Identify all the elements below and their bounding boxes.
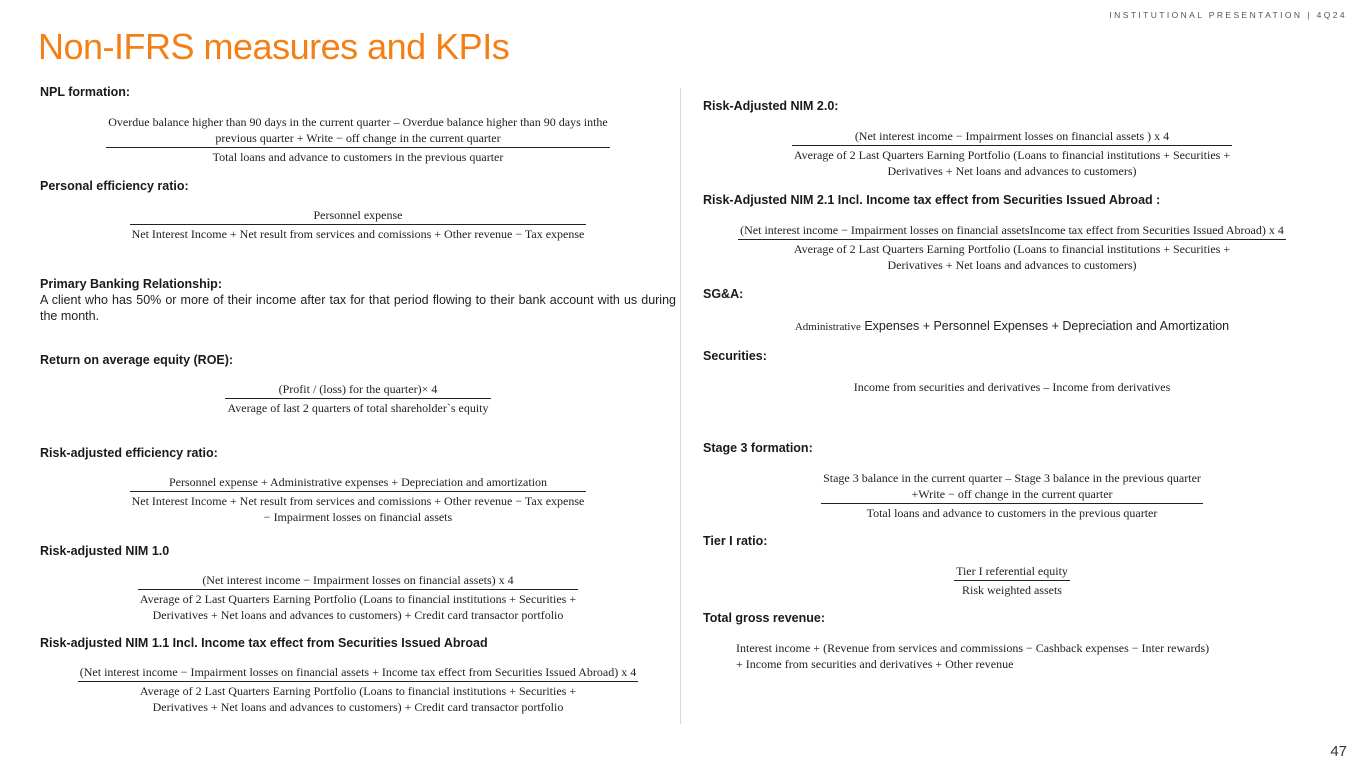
sga-section [703,286,1321,335]
nim10-heading: Risk-adjusted NIM 1.0 [40,544,170,558]
personal-efficiency-section [40,178,676,242]
stage3-formula [703,470,1321,521]
page-title: Non-IFRS measures and KPIs [38,26,510,67]
nim11-formula [40,664,676,715]
securities-heading: Securities: [703,349,767,363]
formula-line: Interest income + (Revenue from services and commissions − Cashback expenses − Inter rewards) [736,641,1210,655]
formula-line: + Income from securities and derivatives + Other revenue [736,657,1014,671]
formula-denominator: Average of 2 Last Quarters Earning Portfolio (Loans to financial institutions + Securities + [793,148,1231,162]
personal-efficiency-heading: Personal efficiency ratio: [40,179,189,193]
primary-banking-section [40,276,676,324]
formula-numerator: +Write − off change in the current quarter [911,487,1113,501]
formula-numerator: (Profit / (loss) for the quarter)× 4 [225,381,490,399]
nim21-heading: Risk-Adjusted NIM 2.1 Incl. Income tax effect from Securities Issued Abroad : [703,193,1161,207]
formula-denominator: − Impairment losses on financial assets [263,510,453,524]
nim21-section [703,192,1321,273]
presentation-tag: INSTITUTIONAL PRESENTATION | 4Q24 [1109,10,1347,20]
npl-formation-formula [40,114,676,165]
formula-denominator: Derivatives + Net loans and advances to customers) + Credit card transactor portfolio [152,608,564,622]
securities-formula: Income from securities and derivatives – Income from derivatives [853,380,1171,394]
formula-numerator: (Net interest income − Impairment losses on financial assetsIncome tax effect from Securities Issued Abroad) x 4 [738,222,1286,240]
nim21-formula [703,222,1321,273]
formula-numerator: (Net interest income − Impairment losses on financial assets + Income tax effect from Securities Issued Abroad) x 4 [78,664,638,682]
sga-formula [703,318,1321,335]
formula-numerator: previous quarter + Write − off change in the current quarter [215,131,501,145]
gross-revenue-formula [703,640,1321,672]
formula-numerator: (Net interest income − Impairment losses on financial assets) x 4 [138,572,578,590]
formula-denominator: Total loans and advance to customers in the previous quarter [212,150,504,164]
gross-revenue-section [703,610,1321,672]
formula-numerator: Tier I referential equity [954,563,1070,581]
tier1-heading: Tier I ratio: [703,534,768,548]
nim10-section [40,543,676,623]
column-divider [680,88,681,724]
formula-numerator: Personnel expense [130,207,587,225]
formula-denominator: Derivatives + Net loans and advances to customers) [887,258,1137,272]
personal-efficiency-formula [40,207,676,242]
primary-banking-heading: Primary Banking Relationship: [40,277,222,291]
formula-numerator: Overdue balance higher than 90 days in the current quarter – Overdue balance higher than 90 days inthe [108,115,608,129]
risk-efficiency-section [40,445,676,525]
page-number: 47 [1330,743,1347,760]
formula-denominator: Derivatives + Net loans and advances to customers) [887,164,1137,178]
formula-denominator: Average of last 2 quarters of total shareholder`s equity [227,401,489,415]
nim20-section [703,98,1321,179]
risk-efficiency-heading: Risk-adjusted efficiency ratio: [40,446,218,460]
stage3-heading: Stage 3 formation: [703,441,813,455]
formula-denominator: Derivatives + Net loans and advances to customers) + Credit card transactor portfolio [152,700,564,714]
npl-formation-section [40,84,676,165]
stage3-section [703,440,1321,521]
roe-formula [40,381,676,416]
formula-denominator: Net Interest Income + Net result from services and comissions + Other revenue − Tax expense [131,494,585,508]
sga-heading: SG&A: [703,287,744,301]
formula-denominator: Net Interest Income + Net result from services and comissions + Other revenue − Tax expense [131,227,585,241]
formula-numerator: Personnel expense + Administrative expenses + Depreciation and amortization [130,474,587,492]
formula-numerator: (Net interest income − Impairment losses on financial assets ) x 4 [792,128,1232,146]
nim11-section [40,635,676,715]
npl-formation-heading: NPL formation: [40,85,131,99]
nim20-formula [703,128,1321,179]
securities-section [703,348,1321,395]
formula-denominator: Average of 2 Last Quarters Earning Portfolio (Loans to financial institutions + Securities + [793,242,1231,256]
nim20-heading: Risk-Adjusted NIM 2.0: [703,99,839,113]
formula-denominator: Average of 2 Last Quarters Earning Portfolio (Loans to financial institutions + Securities + [139,684,577,698]
gross-revenue-heading: Total gross revenue: [703,611,826,625]
formula-numerator: Stage 3 balance in the current quarter – Stage 3 balance in the previous quarter [823,471,1201,485]
tier1-formula [703,563,1321,598]
nim11-heading: Risk-adjusted NIM 1.1 Incl. Income tax effect from Securities Issued Abroad [40,636,488,650]
tier1-section [703,533,1321,598]
formula-denominator: Risk weighted assets [961,583,1062,597]
formula-denominator: Total loans and advance to customers in the previous quarter [866,506,1158,520]
roe-heading: Return on average equity (ROE): [40,353,234,367]
risk-efficiency-formula [40,474,676,525]
sga-formula-rest: Expenses + Personnel Expenses + Depreciation and Amortization [860,319,1230,333]
formula-denominator: Average of 2 Last Quarters Earning Portfolio (Loans to financial institutions + Securities + [139,592,577,606]
nim10-formula [40,572,676,623]
sga-formula-prefix: Administrative [794,321,861,333]
primary-banking-definition: A client who has 50% or more of their income after tax for that period flowing to their bank account with us during the month. [40,293,676,323]
roe-section [40,352,676,416]
